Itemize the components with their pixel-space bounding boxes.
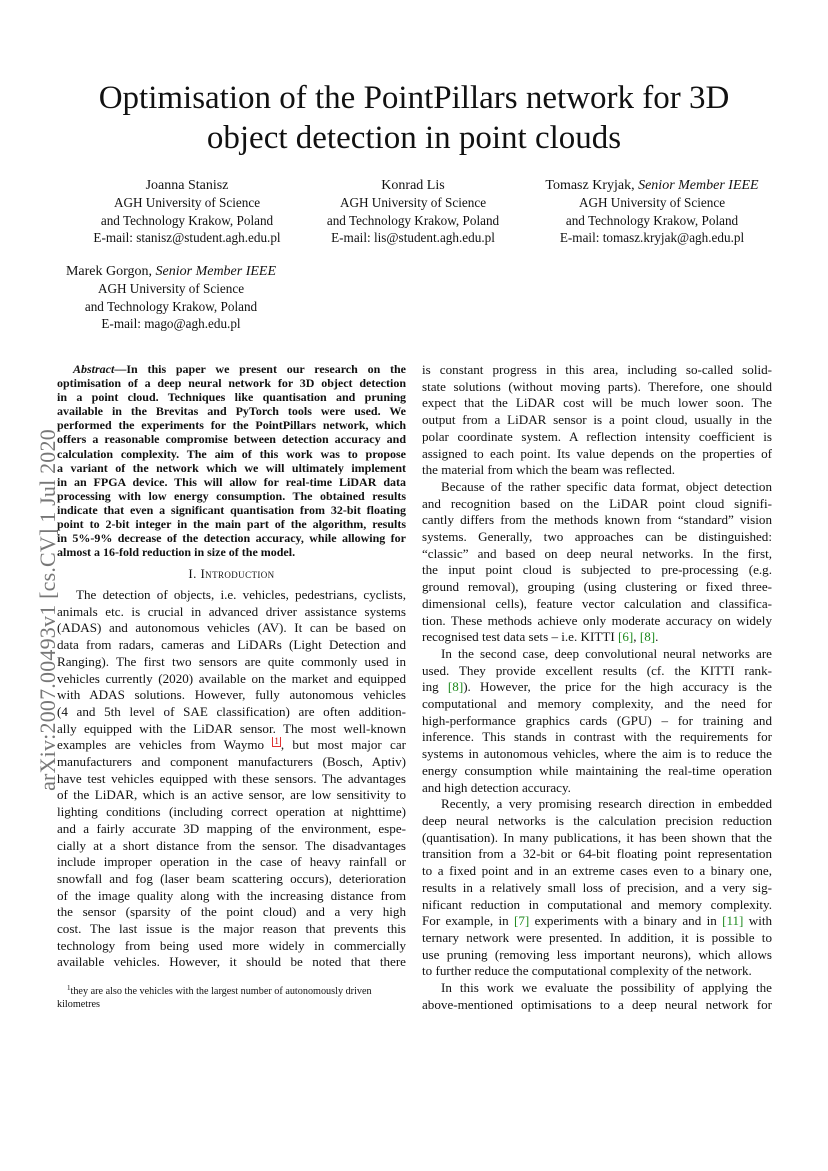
citation-link[interactable]: [6]	[618, 629, 634, 645]
abstract-line: calculation complexity. The aim of this work was to propose	[57, 446, 406, 461]
author-block-4	[51, 263, 291, 333]
citation-link[interactable]: [8]	[447, 679, 464, 695]
body-line: and a fairly accurate 3D mapping of the environment, espe-	[57, 820, 406, 836]
author-affiliation: AGH University of Science	[339, 195, 487, 211]
author-role: Senior Member IEEE	[155, 264, 277, 279]
body-line: technology from being used more widely in commercially	[57, 937, 406, 953]
author-name: Joanna Stanisz	[145, 178, 229, 193]
body-line: The detection of objects, i.e. vehicles, pedestrians, cyclists,	[76, 587, 406, 603]
author-affiliation: and Technology Krakow, Poland	[565, 212, 739, 228]
body-line: vehicles currently (2020) available on the market and equipped	[57, 670, 406, 686]
abstract-line: offers a reasonable compromise between detection accuracy and	[57, 432, 406, 447]
paragraph	[422, 479, 772, 646]
author-name: Tomasz Kryjak,	[545, 178, 635, 193]
author-name: Marek Gorgon,	[65, 264, 153, 279]
author-email: E-mail: lis@student.agh.edu.pl	[331, 230, 495, 246]
body-line: is constant progress in this area, including so-called solid-	[422, 362, 772, 377]
body-line: transition from a 32-bit or 64-bit floating point representation	[422, 846, 772, 862]
abstract-line: performed the experiments for the PointPillars network, which	[57, 418, 406, 433]
author-affiliation: and Technology Krakow, Poland	[84, 298, 258, 314]
body-line: cantly differs from the methods known from “standard” vision	[422, 512, 772, 528]
body-line: and recognition based on the LiDAR point cloud signifi-	[422, 495, 772, 511]
body-line: and high detection accuracy.	[422, 779, 571, 795]
footnote	[57, 982, 406, 1011]
section-heading: I. Introduction	[188, 566, 275, 582]
body-line: computational and memory complexity, and the need for	[422, 696, 772, 712]
body-line: cially at a short distance from the sensor. The disadvantages	[57, 837, 406, 853]
body-line: of the image quality along with the increasing distance from	[57, 887, 406, 903]
paragraph	[422, 362, 772, 479]
body-line: (quantisation). In many publications, it has been shown that the	[422, 829, 772, 845]
footnote-mark: 1	[67, 984, 71, 992]
body-line: output from a LiDAR sensor is a point cloud, usually in the	[422, 412, 772, 428]
body-line: high-performance graphics cards (GPU) – for training and	[422, 712, 772, 728]
author-affiliation: AGH University of Science	[578, 195, 726, 211]
body-line: ing [8]). However, the price for the high accuracy is the	[422, 679, 772, 695]
body-line: dimensional cells), feature vector calculation and classifica-	[422, 595, 772, 611]
body-line: to a fixed point and in an extreme cases even to a binary one,	[422, 863, 772, 879]
body-line: above-mentioned optimisations to a deep neural network for	[422, 996, 772, 1012]
body-line: (ADAS) and autonomous vehicles (AV). It can be based on	[57, 620, 406, 636]
paragraph	[422, 980, 772, 1013]
body-line: Ranging). The first two sensors are quite commonly used in	[57, 653, 406, 669]
body-line: use pruning (removing less important neurons), which allows	[422, 946, 772, 962]
body-line: Recently, a very promising research direction in embedded	[441, 796, 772, 812]
body-line: Because of the rather specific data format, object detection	[441, 478, 772, 494]
body-line: tion. These methods achieve only moderate accuracy on widely	[422, 612, 772, 628]
author-email: E-mail: stanisz@student.agh.edu.pl	[93, 230, 281, 246]
title-line-2: object detection in point clouds	[206, 120, 622, 156]
author-name-line	[532, 177, 772, 194]
body-line: the input point cloud is subjected to pre-processing (e.g.	[422, 562, 772, 578]
body-line: to further reduce the computational complexity of the network.	[422, 963, 752, 979]
author-email: E-mail: mago@agh.edu.pl	[101, 316, 241, 332]
title-line-1: Optimisation of the PointPillars network for 3D	[98, 80, 730, 116]
body-line: ternary network were presented. In addition, it is possible to	[422, 929, 772, 945]
body-line: inference. This stands in contrast with the requirements for	[422, 729, 772, 745]
abstract-line: optimisation of a deep neural network for 3D object detection	[57, 376, 406, 391]
abstract-line: almost a 16-fold reduction in size of the model.	[57, 545, 296, 560]
arxiv-identifier: arXiv:2007.00493v1 [cs.CV] 1 Jul 2020	[35, 429, 60, 791]
abstract-line: in a point cloud. Techniques like quantisation and pruning	[57, 390, 406, 405]
body-line: ground removal), grouping (using clustering or fixed three-	[422, 579, 772, 595]
body-line: examples are vehicles from Waymo $^1$ , but most major car	[57, 737, 406, 753]
body-line: available vehicles. However, it should be noted that there	[57, 954, 406, 970]
body-line: include improper operation in the case of heavy rainfall or	[57, 854, 406, 870]
right-column	[422, 362, 772, 1013]
left-column	[57, 362, 406, 971]
abstract-line: in an FPGA device. This will allow for real-time LiDAR data	[57, 474, 406, 489]
body-line: lighting conditions (including correct operation at nighttime)	[57, 804, 406, 820]
body-line: polar coordinate system. A reflection intensity coefficient is	[422, 428, 772, 444]
body-line: nificant reduction in computational and memory complexity.	[422, 896, 772, 912]
paragraph	[422, 796, 772, 980]
author-block-2	[293, 177, 533, 247]
author-affiliation: and Technology Krakow, Poland	[326, 212, 500, 228]
body-line: systems. Generally, two approaches can be distinguished:	[422, 529, 772, 545]
body-line: recognised test data sets – i.e. KITTI [6], [8].	[422, 629, 659, 645]
abstract-line: a variant of the network which we will ultimately implement	[57, 460, 406, 475]
body-line: expect that the LiDAR cost will be much lower soon. The	[422, 395, 772, 411]
abstract-line: Abstract—In this paper we present our research on the	[73, 362, 406, 376]
body-line: In the second case, deep convolutional neural networks are	[441, 645, 772, 661]
abstract-line: point to 2-bit integer in the main part of the algorithm, results	[57, 517, 406, 532]
body-line: “classic” and based on deep neural networks. In the first,	[422, 545, 772, 561]
body-line: the sensor (sparsity of the point cloud) and a very high	[57, 904, 406, 920]
body-line: state solutions (without moving parts). Therefore, one should	[422, 378, 772, 394]
citation-link[interactable]: [11]	[722, 913, 744, 929]
citation-link[interactable]: [7]	[513, 913, 530, 929]
author-affiliation: AGH University of Science	[97, 281, 245, 297]
author-block-3	[532, 177, 772, 247]
body-line: cost. The last issue is the major reason that prevents this	[57, 921, 406, 937]
footnote-link[interactable]: 1	[274, 737, 279, 747]
body-line: systems in autonomous vehicles, where the aim is to reduce the	[422, 746, 772, 762]
body-line: In this work we evaluate the possibility of applying the	[441, 980, 772, 996]
body-line: animals etc. is crucial in advanced driver assistance systems	[57, 603, 406, 619]
body-line: snowfall and fog (laser beam scattering occurs), deterioration	[57, 870, 406, 886]
body-line: the material from which the beam was reflected.	[422, 462, 676, 478]
body-line: data from radars, cameras and LiDARs (Light Detection and	[57, 637, 406, 653]
abstract-line: processing with low energy consumption. The obtained results	[57, 488, 406, 503]
footnote-line: kilometres	[57, 999, 101, 1010]
abstract-label: Abstract	[73, 362, 115, 376]
abstract-line: in 5%-9% decrease of the detection accuracy, while allowing for	[57, 531, 406, 546]
paper-title	[60, 78, 768, 158]
abstract-line: available in the Brevitas and PyTorch tools were used. We	[57, 404, 406, 419]
body-line: used. They provide excellent results (cf. the KITTI rank-	[422, 662, 772, 678]
body-line: with ADAS solutions. However, fully autonomous vehicles	[57, 687, 406, 703]
body-line: results in a relatively small loss of precision, and a very sig-	[422, 879, 772, 895]
body-line: (4 and 5th level of SAE classification) are often addition-	[57, 703, 406, 719]
abstract	[57, 362, 406, 559]
author-name-line	[51, 263, 291, 280]
body-line: For example, in [7] experiments with a binary and in [11] with	[422, 913, 772, 929]
author-affiliation: AGH University of Science	[113, 195, 261, 211]
intro-paragraph	[57, 587, 406, 971]
author-affiliation: and Technology Krakow, Poland	[100, 212, 274, 228]
body-line: of the LiDAR, which is an active sensor, are low sensitivity to	[57, 787, 406, 803]
citation-link[interactable]: [8]	[639, 629, 656, 645]
paragraph	[422, 646, 772, 796]
author-name: Konrad Lis	[381, 178, 445, 193]
body-line: manufacturers and component manufacturers (Bosch, Aptiv)	[57, 754, 406, 770]
body-line: energy consumption while maintaining the real-time operation	[422, 762, 772, 778]
body-line: have test vehicles equipped with these sensors. The advantages	[57, 770, 406, 786]
body-line: deep neural networks is the calculation precision reduction	[422, 812, 772, 828]
author-email: E-mail: tomasz.kryjak@agh.edu.pl	[559, 230, 745, 246]
author-block-1	[67, 177, 307, 247]
author-role: Senior Member IEEE	[638, 178, 759, 193]
footnote-line: $^1$they are also the vehicles with the largest number of autonomously driven	[67, 984, 372, 997]
abstract-line: indicate that even a significant quantisation from 32-bit floating	[57, 502, 406, 517]
body-line: assigned to each point. Its value depends on the properties of	[422, 445, 772, 461]
body-line: ally equipped with the LiDAR sensor. The most well-known	[57, 720, 406, 736]
